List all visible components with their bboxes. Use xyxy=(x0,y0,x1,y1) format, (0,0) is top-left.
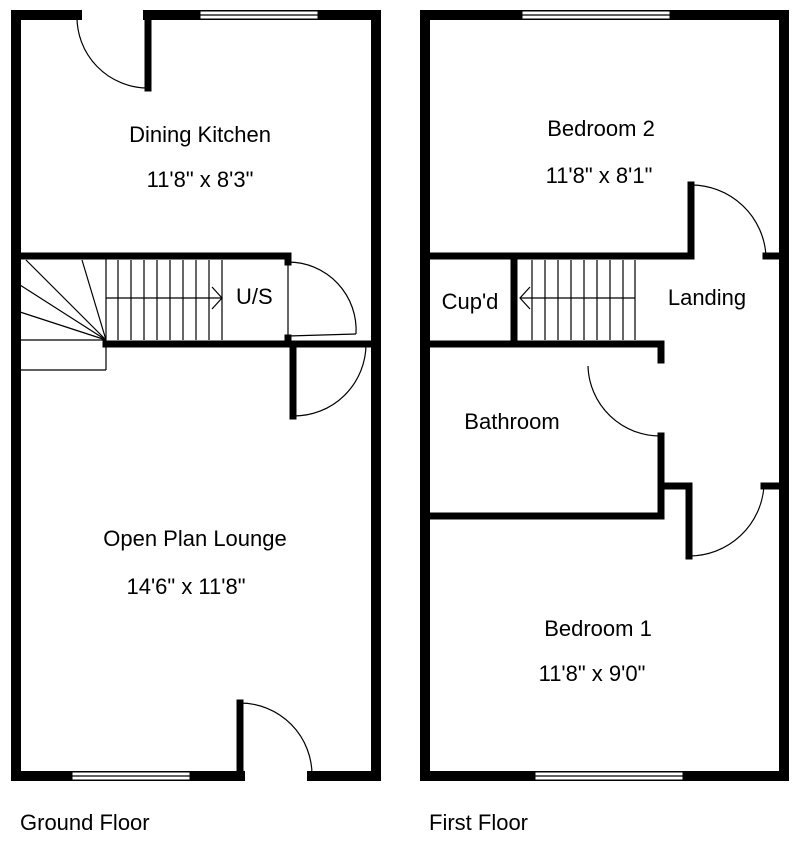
room-label-dining-kitchen: Dining Kitchen xyxy=(129,122,271,147)
room-label-landing: Landing xyxy=(667,285,747,310)
first-staircase xyxy=(520,260,635,340)
room-label-cupboard: Cup'd xyxy=(441,289,499,314)
room-label-bedroom-1: Bedroom 1 xyxy=(544,616,652,641)
room-size-bedroom-2: 11'8" x 8'1" xyxy=(545,163,653,188)
ground-staircase xyxy=(20,256,222,370)
room-size-open-plan-lounge: 14'6" x 11'8" xyxy=(126,574,246,599)
caption-ground-floor: Ground Floor xyxy=(20,810,150,835)
room-size-dining-kitchen: 11'8" x 8'3" xyxy=(146,167,254,192)
bedroom-2-walls xyxy=(429,185,780,256)
room-label-under-stairs: U/S xyxy=(236,284,273,309)
bathroom-walls xyxy=(429,366,661,516)
lounge-internal-door xyxy=(293,344,366,416)
caption-first-floor: First Floor xyxy=(429,810,528,835)
kitchen-door xyxy=(77,15,148,88)
room-size-bedroom-1: 11'8" x 9'0" xyxy=(538,661,646,686)
room-label-bedroom-2: Bedroom 2 xyxy=(547,116,655,141)
front-door xyxy=(240,703,312,776)
bedroom-1-door xyxy=(661,486,780,556)
room-label-bathroom: Bathroom xyxy=(464,409,560,434)
under-stairs-door xyxy=(288,262,356,336)
room-label-open-plan-lounge: Open Plan Lounge xyxy=(103,526,287,551)
